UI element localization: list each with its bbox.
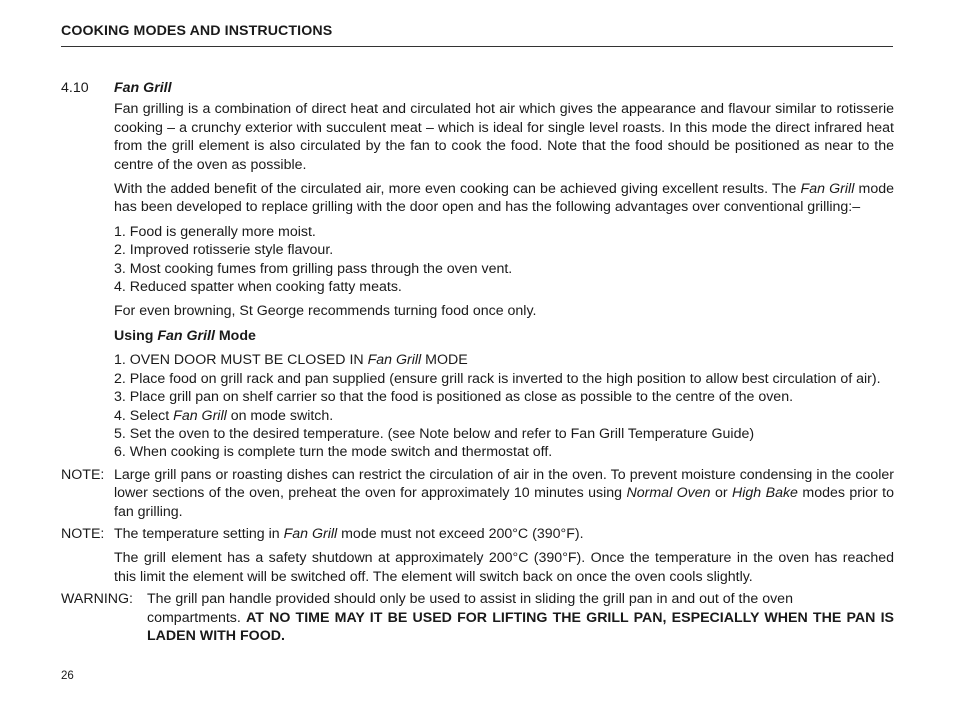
step-6: 6. When cooking is complete turn the mode switch and thermostat off. [114,444,553,461]
text: modes prior to fan grilling. [114,485,895,520]
mode-name: Normal Oven [626,485,711,502]
text: 4. Select [114,407,174,424]
note-text [114,466,894,521]
mode-name: Fan Grill [367,352,422,369]
list-item: 3. Most cooking fumes from grilling pass through the oven vent. [114,260,513,277]
mode-name: Fan Grill [173,407,227,424]
text: mode must not exceed 200°C (390°F). [337,525,584,542]
note-1 [61,466,894,521]
text: on mode switch. [226,407,334,424]
mode-name: Fan Grill [157,327,215,344]
note-label: NOTE: [61,466,105,483]
step-3: 3. Place grill pan on shelf carrier so that the food is positioned as close as possible to the centre of the oven. [114,389,794,406]
step-1 [114,351,894,369]
text: or [710,485,733,502]
advantages-paragraph [114,180,894,217]
section-title: Fan Grill [114,80,172,96]
browning-paragraph: For even browning, St George recommends turning food once only. [114,303,537,320]
text: mode has been developed to replace grilling with the door open and has the following advantages over conventional grilling:– [114,181,895,216]
text: compartments. [147,609,247,626]
note-text [114,525,894,543]
step-4 [114,407,894,425]
text: MODE [421,352,468,369]
mode-name: Fan Grill [800,181,855,198]
note-label: NOTE: [61,525,105,542]
list-item: 4. Reduced spatter when cooking fatty meats. [114,279,402,296]
steps-list [61,351,894,461]
text: Mode [214,327,256,344]
warning-label: WARNING: [61,591,133,608]
warning [61,590,894,608]
text: Large grill pans or roasting dishes can restrict the circulation of air in the oven. To prevent moisture condensing in the cooler lower sections of the oven, preheat the oven for approximately 10 minutes using [114,466,894,502]
intro-paragraph: Fan grilling is a combination of direct heat and circulated hot air which gives the appearance and flavour similar to rotisserie cooking – a crunchy exterior with succulent meat – which is ideal for single level roasts. In this mode the direct infrared heat from the grill element is also circulated by the fan to cook the food. Note that the food should be positioned as near to the centre of the oven as possible. [114,101,894,173]
section-number: 4.10 [61,80,89,96]
page-number: 26 [61,670,74,682]
warning-emphasis: AT NO TIME MAY IT BE USED FOR LIFTING THE GRILL PAN, ESPECIALLY WHEN THE PAN IS LADEN WITH FOOD. [147,609,894,644]
text: The temperature setting in [114,525,284,542]
list-item: 1. Food is generally more moist. [114,223,316,240]
warning-text-line1: The grill pan handle provided should only be used to assist in sliding the grill pan in and out of the oven [147,591,793,608]
advantages-list [61,223,894,297]
page-content [61,79,894,645]
mode-name: High Bake [732,485,798,502]
section-heading [61,79,894,97]
list-item: 2. Improved rotisserie style flavour. [114,242,334,259]
text: With the added benefit of the circulated air, more even cooking can be achieved giving excellent results. The [114,181,801,198]
step-5: 5. Set the oven to the desired temperature. (see Note below and refer to Fan Grill Temperature Guide) [114,425,755,442]
using-heading [114,327,894,345]
text: Using [114,327,158,344]
warning-text-continued [147,609,894,646]
step-2: 2. Place food on grill rack and pan supplied (ensure grill rack is inverted to the high position to allow best circulation of air). [114,370,881,387]
mode-name: Fan Grill [283,525,338,542]
shutdown-paragraph: The grill element has a safety shutdown at approximately 200°C (390°F). Once the temperature in the oven has reached this limit the element will be switched off. The element will switch back on once the oven cools slightly. [114,550,894,585]
note-2 [61,525,894,543]
text: 1. OVEN DOOR MUST BE CLOSED IN [114,352,368,369]
page-header: COOKING MODES AND INSTRUCTIONS [61,22,893,47]
